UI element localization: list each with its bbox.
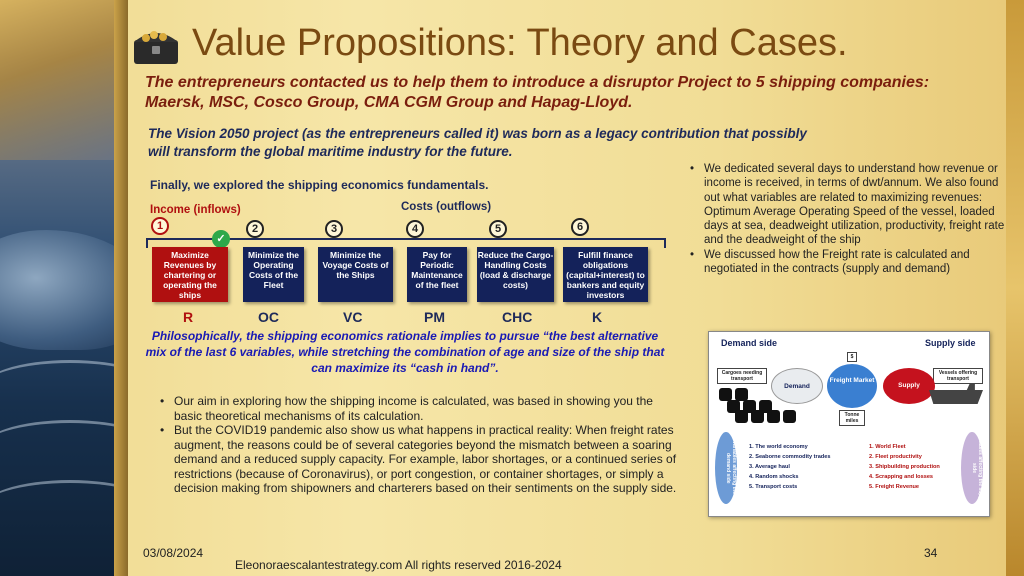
list-item: • Our aim in exploring how the shipping income is calculated, was based in showing you the basic theoretical mechanisms of its calculation. xyxy=(158,394,678,423)
variable-number-3: 3 xyxy=(325,220,343,238)
list-item: • But the COVID19 pandemic also show us what happens in practical reality: When freight rates augment, the reasons could be of several categories beyond the mismatch between a soaring demand and a reduced supply capacity. For example, labor shortages, or a continued series of restrictions (because of Coronavirus), or port congestion, or container shortages, or simply a decision making from shipowners and charterers based on their sentiments on the supply side. xyxy=(158,423,678,496)
demand-variables-list: 1. The world economy 2. Seaborne commodity trades 3. Average haul 4. Random shocks 5. Transport costs xyxy=(749,444,831,490)
supply-variables-oval: Variables affecting the supply side xyxy=(961,432,983,504)
list-item: • We dedicated several days to understand how revenue or income is received, in terms of dwt/annum. We also found out what variables are related to maximizing revenues: Optimum Average Operating Speed of the vessel, loaded days at sea, deadweight utilization, productivity, freight rate and the deadweight of the ship xyxy=(688,162,1008,248)
income-label: Income (inflows) xyxy=(150,204,241,216)
supply-side-label: Supply side xyxy=(925,338,976,348)
variable-box-cargo-handling: Reduce the Cargo-Handling Costs (load & discharge costs) xyxy=(477,247,554,302)
variable-number-6: 6 xyxy=(571,218,589,236)
right-bullet-list xyxy=(688,162,1008,276)
variable-box-finance: Fulfill finance obligations (capital+interest) to bankers and equity investors xyxy=(563,247,648,302)
demand-side-label: Demand side xyxy=(721,338,778,348)
variable-box-revenue: Maximize Revenues by chartering or operating the ships xyxy=(152,247,228,302)
dollar-box: $ xyxy=(847,352,857,362)
list-item: • We discussed how the Freight rate is calculated and negotiated in the contracts (supply and demand) xyxy=(688,248,1008,277)
gold-divider-bar xyxy=(114,0,128,576)
slide-date: 03/08/2024 xyxy=(143,546,204,560)
vessels-box: Vessels offering transport xyxy=(933,368,983,384)
fundamentals-heading: Finally, we explored the shipping economics fundamentals. xyxy=(150,178,489,192)
supply-ellipse: Supply xyxy=(883,368,935,404)
costs-label: Costs (outflows) xyxy=(401,201,492,213)
treasure-chest-icon xyxy=(130,24,182,66)
supply-variables-list: 1. World Fleet 2. Fleet productivity 3. Shipbuilding production 4. Scrapping and losses 5. Freight Revenue xyxy=(869,444,940,490)
variable-letter-k: K xyxy=(592,309,603,325)
bottom-bullet-list xyxy=(158,394,678,496)
variable-number-4: 4 xyxy=(406,220,424,238)
variable-letter-chc: CHC xyxy=(502,309,533,325)
freight-market-ellipse: Freight Market xyxy=(827,364,877,408)
variable-number-5: 5 xyxy=(489,220,507,238)
variable-number-2: 2 xyxy=(246,220,264,238)
philosophy-text: Philosophically, the shipping economics rationale implies to pursue “the best alternative mix of the last 6 variables, while stretching the combination of age and size of the ship that can maximize its “cash in hand”. xyxy=(145,329,665,375)
variable-box-voyage-costs: Minimize the Voyage Costs of the Ships xyxy=(318,247,393,302)
intro-text: The entrepreneurs contacted us to help them to introduce a disruptor Project to 5 shipping companies: Maersk, MSC, Cosco Group, CMA CGM Group and Hapag-Lloyd. xyxy=(145,74,930,111)
demand-variables-oval: Variables affecting the demand side xyxy=(715,432,737,504)
slide-title: Value Propositions: Theory and Cases. xyxy=(192,22,848,64)
checkmark-icon: ✓ xyxy=(212,230,230,248)
cargoes-box: Cargoes needing transport xyxy=(717,368,767,384)
tonne-miles-box: Tonne miles xyxy=(839,410,865,426)
demand-ellipse: Demand xyxy=(771,368,823,404)
supply-demand-diagram xyxy=(708,331,990,517)
variable-letter-oc: OC xyxy=(258,309,279,325)
variable-letter-vc: VC xyxy=(343,309,363,325)
variable-letter-r: R xyxy=(183,309,194,325)
variable-number-1: 1 xyxy=(151,217,169,235)
variable-letter-pm: PM xyxy=(424,309,445,325)
footer-text: Eleonoraescalantestrategy.com All rights reserved 2016-2024 xyxy=(235,558,562,572)
variable-box-operating-costs: Minimize the Operating Costs of the Fleet xyxy=(243,247,304,302)
decorative-whale-painting xyxy=(0,0,128,576)
gold-edge-stripe xyxy=(1006,0,1024,576)
page-number: 34 xyxy=(924,546,938,560)
variable-box-maintenance: Pay for Periodic Maintenance of the fleet xyxy=(407,247,467,302)
vision-text: The Vision 2050 project (as the entrepreneurs called it) was born as a legacy contribution that possibly will transform the global maritime industry for the future. xyxy=(148,126,807,159)
